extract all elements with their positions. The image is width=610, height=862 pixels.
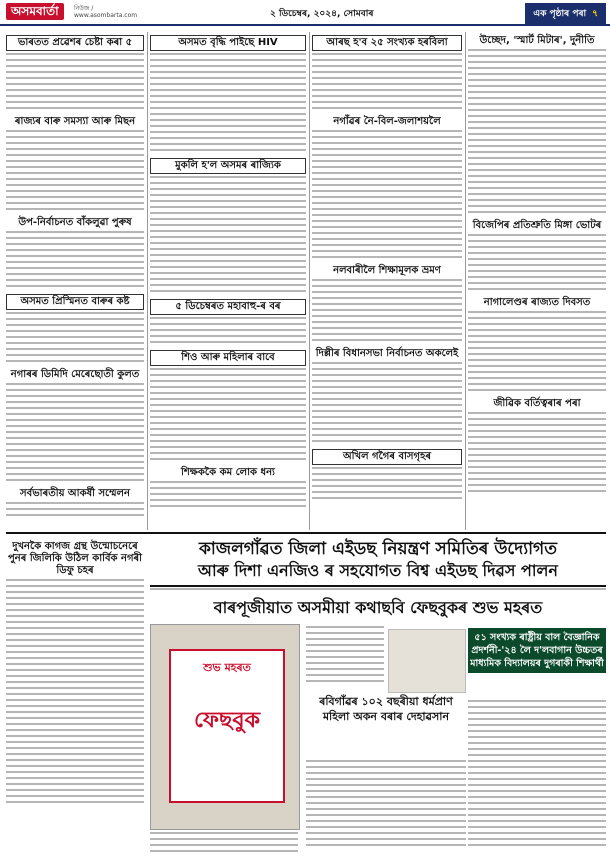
headline: দুখনকৈ কাগজ গ্ৰন্থ উন্মোচনেৰে পুনৰ জিলিকি উঠিল কাৰ্বিক নগৰী ডিফু চহৰ bbox=[7, 541, 143, 576]
poster-title: ফেছবুক bbox=[194, 708, 260, 733]
tagline: নিউজ / www.asombarta.com bbox=[74, 5, 138, 19]
page-number: ৭ bbox=[592, 9, 598, 19]
article-body bbox=[306, 626, 384, 686]
headline: শিও আৰু মহিলাৰ বাবে bbox=[150, 350, 306, 366]
obituary-headline: ৰবিগাঁৱৰ ১০২ বছৰীয়া ধৰ্মপ্ৰাণ মহিলা অকন বৰাৰ দেহাৱসান bbox=[319, 695, 453, 723]
headline: মুকলি হ'ল অসমৰ ৰাজ্যিক bbox=[150, 158, 306, 174]
article-body bbox=[468, 49, 606, 217]
poster-top-text: শুভ মহৰত bbox=[203, 661, 251, 674]
article-body bbox=[312, 467, 462, 503]
headline: দিল্লীৰ বিধানসভা নিৰ্বাচনত অকলেই bbox=[315, 348, 459, 359]
headline: উপ-নিৰ্বাচনত বাঁকলুৱা পুৰুষ bbox=[18, 217, 132, 228]
page-label-text: এক পৃষ্ঠাৰ পৰা bbox=[533, 9, 587, 19]
headline: নগাঁৱৰ নৈ-বিল-জলাশয়লৈ bbox=[333, 116, 441, 127]
section-rule bbox=[150, 585, 606, 587]
banner-line-1: কাজলগাঁৱত জিলা এইডছ নিয়ন্ত্ৰণ সমিতিৰ উদ্যোগত bbox=[199, 539, 557, 559]
headline: অখিল গগৈৰ বাসগৃহৰ bbox=[312, 449, 462, 465]
article-body bbox=[150, 53, 306, 155]
article-body bbox=[312, 362, 462, 446]
article-body bbox=[312, 130, 462, 262]
column-2 bbox=[150, 32, 306, 514]
article-body bbox=[468, 700, 606, 850]
article-body bbox=[6, 383, 144, 485]
headline: নলবাৰীলৈ শিক্ষামূলক ভ্ৰমণ bbox=[333, 265, 441, 276]
article-body bbox=[312, 53, 462, 113]
headline: জীৱিক বৰ্তিত্বৰাৰ পৰা bbox=[493, 398, 581, 409]
headline: ৫ ডিচেম্বৰত মহাবাহু-ৰ বৰ bbox=[150, 299, 306, 315]
article-body bbox=[6, 579, 144, 807]
column-divider bbox=[147, 32, 148, 530]
article-body bbox=[150, 368, 306, 464]
headline: নগাৰৰ ডিমিদি মেৰেছোতী কুলত bbox=[10, 369, 140, 380]
bottom-headline: বাৰপূজীয়াত অসমীয়া কথাছবি ফেছবুকৰ শুভ মহৰত bbox=[213, 598, 543, 617]
headline: ৰাজ্যৰ বাৰু সমস্যা আৰু মিছন bbox=[14, 116, 136, 127]
column-1 bbox=[6, 32, 144, 523]
article-body bbox=[306, 760, 466, 850]
banner-headline bbox=[150, 538, 606, 582]
movie-poster-photo bbox=[150, 624, 300, 830]
headline: আৰছ হ'ব ২৫ সংখ্যক হৰবিলা bbox=[312, 35, 462, 51]
banner-line-2: আৰু দিশা এনজিও ৰ সহযোগত বিশ্ব এইডছ দিৱস পালন bbox=[198, 561, 558, 580]
headline: বিজেপিৰ প্ৰতিশ্ৰুতি মিঙ্গা ভোটৰ bbox=[472, 220, 602, 231]
headline: অসমত প্ৰিস্মিনত বাৰুৰ কষ্ট bbox=[6, 294, 144, 310]
page-label bbox=[525, 3, 606, 24]
poster-board bbox=[169, 649, 285, 803]
article-body bbox=[150, 588, 606, 594]
article-body bbox=[150, 481, 306, 511]
headline: উচ্ছেদ, 'স্মাৰ্ট মিটাৰ', দুনীতি bbox=[479, 35, 595, 46]
newspaper-logo: অসমবাৰ্তা bbox=[6, 3, 64, 20]
article-body bbox=[468, 234, 606, 294]
article-body bbox=[6, 231, 144, 291]
article-body bbox=[312, 279, 462, 345]
side-headline: ৫১ সংখ্যক ৰাষ্ট্ৰীয় বাল বৈজ্ঞানিক প্ৰদৰ্শনী-'২৪ লৈ দ'লবাগান উচ্চতৰ মাধ্যমিক বিদ্যালয়ৰ দুগৰাকী শিক্ষাৰ্থী bbox=[468, 628, 606, 673]
headline: সৰ্বভাৰতীয় আকৰ্ষী সম্মেলন bbox=[20, 488, 130, 499]
article-body bbox=[468, 412, 606, 496]
bottom-left-story bbox=[6, 538, 144, 810]
column-3 bbox=[312, 32, 462, 506]
dateline: ২ ডিচেম্বৰ, ২০২৪, সোমবাৰ bbox=[270, 9, 374, 19]
article-body bbox=[6, 312, 144, 366]
article-body bbox=[150, 317, 306, 347]
column-divider bbox=[465, 32, 466, 530]
portrait-photo bbox=[388, 629, 466, 693]
headline: শিক্ষককৈ কম লোক ধন্য bbox=[181, 467, 275, 478]
masthead bbox=[0, 0, 610, 26]
headline: অসমত বৃদ্ধি পাইছে HIV bbox=[150, 35, 306, 51]
article-body bbox=[150, 832, 298, 856]
article-body bbox=[6, 502, 144, 520]
article-body bbox=[150, 176, 306, 296]
column-divider bbox=[309, 32, 310, 530]
column-4 bbox=[468, 32, 606, 499]
article-body bbox=[6, 53, 144, 113]
article-body bbox=[6, 130, 144, 214]
article-body bbox=[468, 311, 606, 395]
headline: নাগালেণ্ডৰ ৰাজ্যত দিবসত bbox=[483, 297, 591, 308]
headline: ভাৰতত প্ৰৱেশৰ চেষ্টা কৰা ৫ bbox=[6, 35, 144, 51]
section-rule bbox=[6, 532, 606, 534]
